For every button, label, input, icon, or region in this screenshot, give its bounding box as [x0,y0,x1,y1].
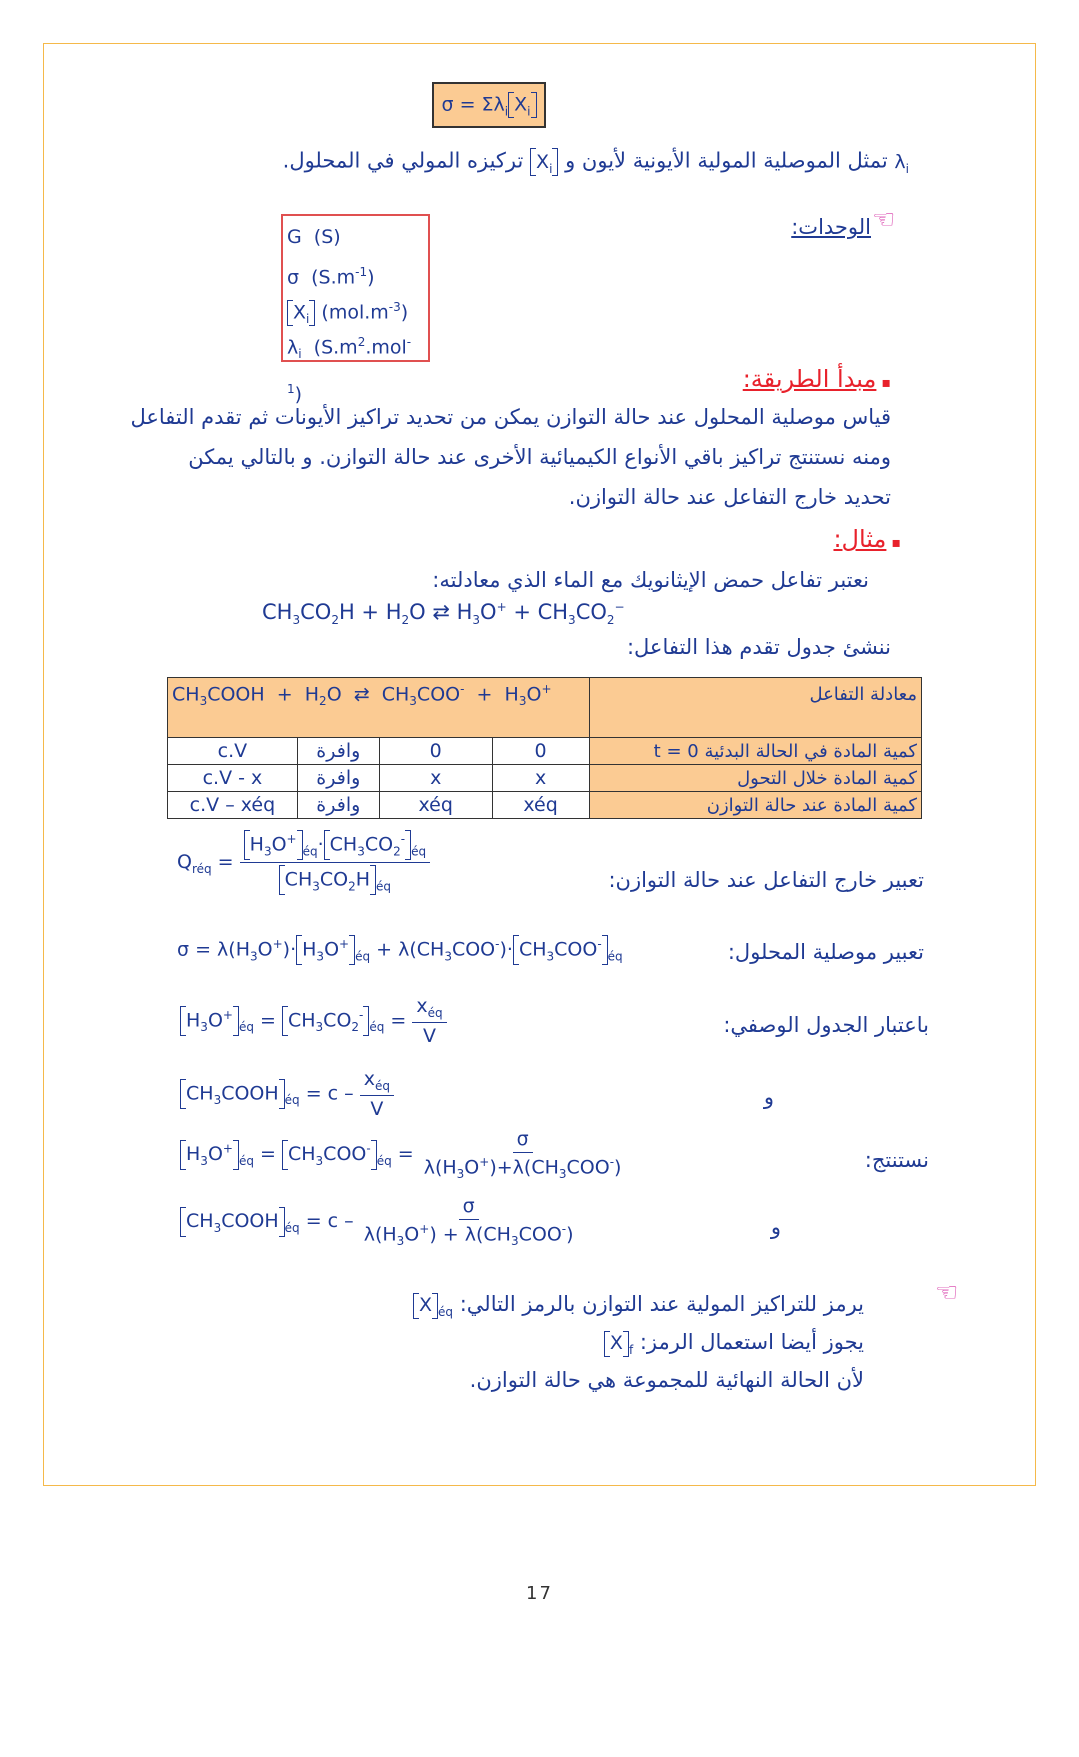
table-intro: ننشئ جدول تقدم هذا التفاعل: [626,635,891,659]
units-title: الوحدات: [791,215,871,239]
bullet-icon: ▪ [881,375,891,391]
unit-lambda: $\lambda_i$ $(S.m^2.mol^{-1})$ [287,335,412,406]
sigma-label: تعبير موصلية المحلول: [727,940,924,964]
pointing-hand-icon: ☜ [872,205,896,235]
table-consideration-label: باعتبار الجدول الوصفي: [723,1013,929,1037]
definition-line: $\lambda_i$ تمثل الموصلية المولية الأيونية لأيون و $X_i$ تركيزه المولي في المحلول. [282,148,909,176]
table-cell: وافرة [297,738,379,765]
and-1: و [763,1085,774,1109]
deduce-label: نستنتج: [864,1148,929,1172]
method-line-3: تحديد خارج التفاعل عند حالة التوازن. [568,485,891,509]
and-2: و [770,1215,781,1239]
eq-acid-sigma: $CH_3COOH$ $_{éq}$ = c – $\frac{\sigma}{\lambda(H_3O^+) + \lambda(CH_3COO^-)}$ [180,1195,578,1248]
unit-g: G (S) [287,226,341,248]
table-cell: x [492,765,589,792]
table-cell: c.V [168,738,298,765]
units-box [281,214,430,406]
conductivity-formula: $\sigma = \Sigma\lambda_i$ $X_i$ [432,82,546,128]
unit-concentration: $X_i$ $(mol.m^{-3})$ [287,290,424,325]
table-cell: 0 [379,738,492,765]
table-cell: c.V - x [168,765,298,792]
equation-label: معادلة التفاعل [589,678,921,738]
example-heading: ▪ مثال: [833,525,901,553]
row-label: كمية المادة في الحالة البدئية t = 0 [589,738,921,765]
advancement-table [167,677,922,819]
table-cell: x [379,765,492,792]
table-cell: xéq [492,792,589,819]
reaction-equation: $CH_3CO_2H + H_2O$ ⇄ $H_3O^+ + CH_3CO_2^-$ [262,600,625,628]
eq-concentrations: $H_3O^+_{éq} = CH_3CO_2^-_{éq}$ = $\frac{x_{éq}}{V}$ [180,995,447,1047]
method-line-2: ومنه نستنتج تراكيز باقي الأنواع الكيميائية الأخرى عند حالة التوازن. و بالتالي يمكن [188,445,891,469]
table-cell: وافرة [297,792,379,819]
table-row [168,765,922,792]
page-number: 17 [526,1583,553,1604]
bullet-icon: ▪ [891,535,901,551]
table-row [168,792,922,819]
example-intro: نعتبر تفاعل حمض الإيثانويك مع الماء الذي معادلته: [432,568,869,592]
eq-ions-sigma: $H_3O^+_{éq} = CH_3COO^-_{éq}$ = $\frac{\sigma}{\lambda(H_3O^+)+\lambda(CH_3COO^-)}$ [180,1128,625,1181]
table-row [168,678,922,738]
table-cell: وافرة [297,765,379,792]
table-cell: c.V – xéq [168,792,298,819]
unit-sigma: σ $(S.m^{-1})$ [287,265,375,289]
table-cell: 0 [492,738,589,765]
table-cell: xéq [379,792,492,819]
method-heading: ▪ مبدأ الطريقة: [742,365,891,393]
q-formula: $Q_{réq}$ = $\frac{H_3O^+_{éq}\cdot CH_3CO_2^-_{éq}}{CH_3CO_2H _{éq}}$ [177,830,430,895]
note-line-3: لأن الحالة النهائية للمجموعة هي حالة التوازن. [469,1368,864,1392]
sigma-formula: $\sigma = \lambda(H_3O^+)\cdot H_3O^+_{éq} + \lambda(CH_3COO^-)\cdot CH_3COO^-_{éq}$ [177,935,623,965]
note-line-2: يجوز أيضا استعمال الرمز: X $_f$ [604,1330,864,1357]
eq-acid: $CH_3COOH$ $_{éq}$ = c – $\frac{x_{éq}}{V}$ [180,1068,394,1120]
method-line-1: قياس موصلية المحلول عند حالة التوازن يمكن من تحديد تراكيز الأيونات ثم تقدم التفاعل [130,405,891,429]
table-equation: $CH_3COOH + H_2O$ ⇄ $CH_3COO^- + H_3O^+$ [168,678,590,738]
note-line-1: يرمز للتراكيز المولية عند التوازن بالرمز التالي: X $_{éq}$ [413,1292,864,1319]
row-label: كمية المادة عند حالة التوازن [589,792,921,819]
pointing-hand-icon: ☜ [935,1278,959,1308]
q-label: تعبير خارج التفاعل عند حالة التوازن: [608,868,924,892]
row-label: كمية المادة خلال التحول [589,765,921,792]
table-row [168,738,922,765]
